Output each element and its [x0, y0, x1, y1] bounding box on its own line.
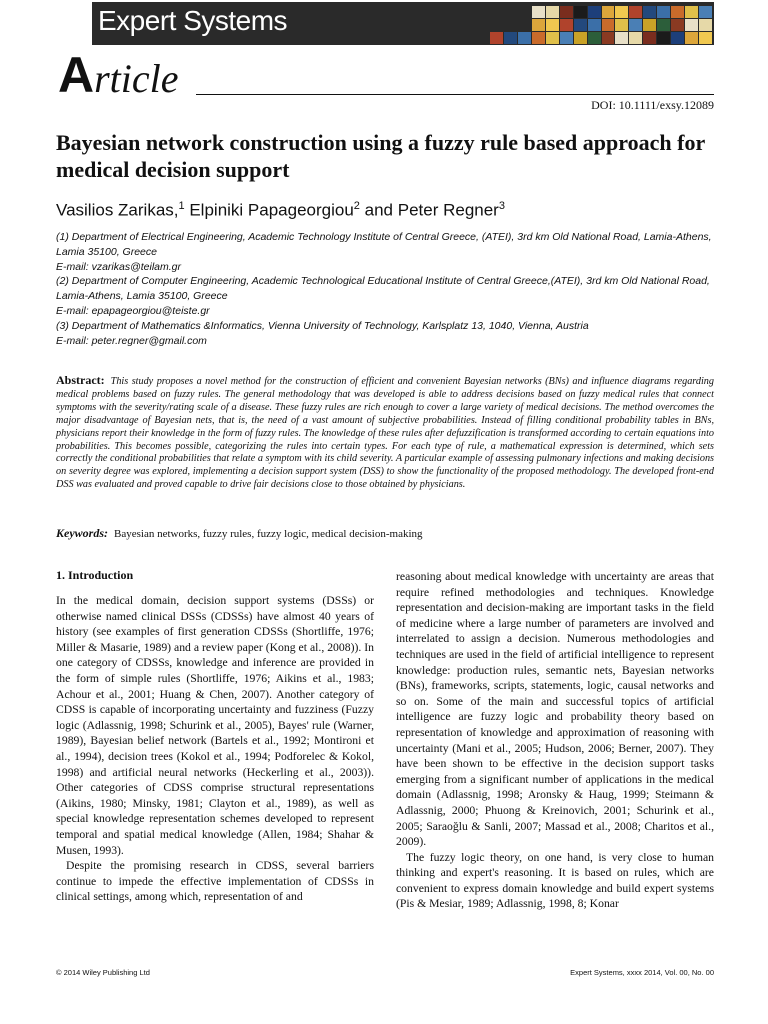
mosaic-tile — [518, 19, 531, 31]
mosaic-tile — [602, 19, 615, 31]
author-affil-marker: 2 — [353, 200, 360, 212]
section-heading: 1. Introduction — [56, 568, 134, 582]
footer-citation: Expert Systems, xxxx 2014, Vol. 00, No. 00 — [570, 968, 714, 977]
author-affil-marker: 3 — [498, 200, 505, 212]
keywords — [56, 526, 423, 541]
mosaic-tile — [490, 6, 503, 18]
email-2[interactable]: E-mail: epapageorgiou@teiste.gr — [56, 304, 210, 317]
mosaic-tile — [532, 19, 545, 31]
mosaic-tile — [546, 19, 559, 31]
paragraph: In the medical domain, decision support systems (DSSs) or otherwise named clinical DSSs (CDSSs) have almost 40 years of history (see examples of first generation CDSSs (Shortliffe, 1976; Miller & Masarie, 1989) and a review paper (Kong et al., 2008)). In one category of CDSSs, knowledge and inference are provided in the form of simple rules (Shortliffe, 1976; Aikins et al., 1983; Achour et al., 2001; Huang & Chen, 2007). Another category of CDSS is capable of incorporating uncertainty and fuzziness (Fuzzy logic (Adlassnig, 1998; Schurink et al., 2005), Bayes' rule (Warner, 1989), Bayesian belief network (Bartels et al., 1992; Montironi et al., 1994), decision trees (Kokol et al., 1994; Podforelec & Kokol, 1998) and artificial neural networks (Heckerling et al., 2003)). Other categories of CDSS comprise structural representations (Aikins, 1980; Minsky, 1981; Clayton et al., 1989), as well as special knowledge representation schemes developed to represent temporal and spatial medical knowledge (Allen, 1984; Shahar & Musen, 1993). — [56, 594, 374, 857]
mosaic-tile — [574, 32, 587, 44]
mosaic-tile — [699, 6, 712, 18]
journal-name: Expert Systems — [98, 5, 288, 36]
abstract-text: This study proposes a novel method for the construction of efficient and convenient Bayesian networks (BNs) and influence diagrams regarding medical problems based on fuzzy rules. The general methodology that was developed is able to address decisions based on fuzzy medical rules that connect symptoms with the severity/rating scale of a disease. These fuzzy rules are rich enough to cover a large variety of medical decisions. The method overcomes the major disadvantage of Bayesian nets, that is, the need of a vast amount of subjective probabilities. Instead of filling conditional probability tables in BNs, physicians report their knowledge in the form of fuzzy rules. The knowledge of these rules after defuzzification is transformed according to certain equations into probabilities. This becomes possible, categorizing the rules into certain types. For each type of rule, a mathematical expression is determined, which sets correctly the conditional probabilities that relate a symptom with its child severity. A particular example of assessing pulmonary infections and making decisions on severity degree was explored, implementing a decision support system (DSS) to show the functionality of the proposed methodology. The developed front-end DSS was evaluated and proved capable to drive fair decisions close to those obtained by physicians. — [56, 376, 714, 491]
mosaic-tile — [588, 6, 601, 18]
paragraph: reasoning about medical knowledge with uncertainty are areas that require refined methodologies and techniques. Knowledge representation and decision-making are important tasks in the field of medicine where a large number of parameters are involved and interrelated to assign a decision. Numerous methodologies and techniques are used in the field of artificial intelligence to represent knowledge: production rules, semantic nets, Bayesian networks (BNs), frameworks, scripts, statements, logic, causal networks and so on. Some of the main and successful topics of artificial intelligence are fuzzy logic and probability theory based on representation of knowledge and approximation of reasoning with uncertainty (Mani et al., 2005; Hudson, 2006; Berner, 2007). They have been shown to be effective in the decision support tasks emerging from a significant number of applications in the medical domain (Adlassnig, 1998; Aronsky & Haug, 1999; Steimann & Adlassnig, 2000; Phuong & Kreinovich, 2001; Schurink et al., 2005; Saraoğlu & Sanli, 2007; Massad et al., 2008; Charitos et al., 2009). — [396, 570, 714, 849]
affiliations — [56, 230, 716, 348]
mosaic-tile — [671, 6, 684, 18]
mosaic-tile — [602, 6, 615, 18]
abstract — [56, 374, 714, 492]
paper-title: Bayesian network construction using a fuzzy rule based approach for medical decision support — [56, 130, 705, 182]
mosaic-tile — [643, 6, 656, 18]
mosaic-tile — [657, 19, 670, 31]
mosaic-tile — [602, 32, 615, 44]
mosaic-tile — [546, 6, 559, 18]
author-affil-marker: 1 — [178, 200, 185, 212]
mosaic-tile — [643, 19, 656, 31]
mosaic-tile — [671, 19, 684, 31]
mosaic-tile — [657, 32, 670, 44]
mosaic-tile — [490, 32, 503, 44]
mosaic-tile — [685, 19, 698, 31]
mosaic-tile — [574, 6, 587, 18]
abstract-label: Abstract: — [56, 373, 105, 387]
journal-banner — [92, 2, 714, 45]
body-column-right — [396, 569, 714, 912]
mosaic-tile — [504, 6, 517, 18]
author-name: Vasilios Zarikas, — [56, 200, 179, 220]
mosaic-tile — [643, 32, 656, 44]
mosaic-tile — [588, 19, 601, 31]
keywords-label: Keywords: — [56, 526, 108, 540]
mosaic-tile — [629, 19, 642, 31]
mosaic-tile — [560, 19, 573, 31]
mosaic-tile — [574, 19, 587, 31]
footer-copyright: © 2014 Wiley Publishing Ltd — [56, 968, 150, 977]
mosaic-tile — [490, 19, 503, 31]
email-1[interactable]: E-mail: vzarikas@teilam.gr — [56, 260, 182, 273]
mosaic-tile — [615, 32, 628, 44]
mosaic-tile — [504, 32, 517, 44]
section-rule — [196, 94, 714, 95]
mosaic-tile — [615, 19, 628, 31]
mosaic-tile — [685, 6, 698, 18]
mosaic-tile — [532, 32, 545, 44]
email-3[interactable]: E-mail: peter.regner@gmail.com — [56, 334, 207, 347]
author-name: and Peter Regner — [359, 200, 499, 220]
section-label-cap: A — [58, 47, 95, 103]
keywords-text: Bayesian networks, fuzzy rules, fuzzy logic, medical decision-making — [114, 528, 423, 540]
mosaic-tile — [699, 32, 712, 44]
mosaic-tile — [518, 6, 531, 18]
author-name: Elpiniki Papageorgiou — [184, 200, 354, 220]
mosaic-tile — [657, 6, 670, 18]
mosaic-tile — [518, 32, 531, 44]
affiliation-1: (1) Department of Electrical Engineering, Academic Technology Institute of Central Greece, (ATEI), 3rd km Old National Road, Lamia-Athens, Lamia 35100, Greece — [56, 231, 712, 258]
mosaic-tile — [685, 32, 698, 44]
mosaic-tile — [532, 6, 545, 18]
mosaic-tile — [671, 32, 684, 44]
section-label-rest: rticle — [94, 56, 179, 101]
mosaic-tile — [629, 6, 642, 18]
mosaic-tile — [699, 19, 712, 31]
mosaic-tile — [629, 32, 642, 44]
affiliation-2: (2) Department of Computer Engineering, Academic Technological Educational Institute of Central Greece,(ATEI), 3rd km Old National Road, Lamia-Athens, Lamia 35100, Greece — [56, 275, 710, 303]
doi[interactable]: DOI: 10.1111/exsy.12089 — [591, 98, 714, 112]
paragraph: The fuzzy logic theory, on one hand, is very close to human thinking and expert's reasoning. It is based on rules, which are convenient to express domain knowledge and build expert systems (Pis & Mesiar, 1989; Adlassnig, 1998, 8; Konar — [396, 850, 714, 911]
mosaic-tile — [560, 6, 573, 18]
affiliation-3: (3) Department of Mathematics &Informatics, Vienna University of Technology, Karlsplatz 13, 1040, Vienna, Austria — [56, 319, 589, 332]
author-list — [56, 200, 505, 221]
paragraph: Despite the promising research in CDSS, several barriers continue to impede the effective implementation of CDSSs in clinical settings, among which, representation of and — [56, 859, 374, 904]
mosaic-tile — [615, 6, 628, 18]
banner-mosaic-image — [490, 6, 712, 44]
mosaic-tile — [588, 32, 601, 44]
mosaic-tile — [546, 32, 559, 44]
section-label — [58, 47, 179, 103]
mosaic-tile — [504, 19, 517, 31]
mosaic-tile — [560, 32, 573, 44]
body-column-left — [56, 567, 374, 905]
